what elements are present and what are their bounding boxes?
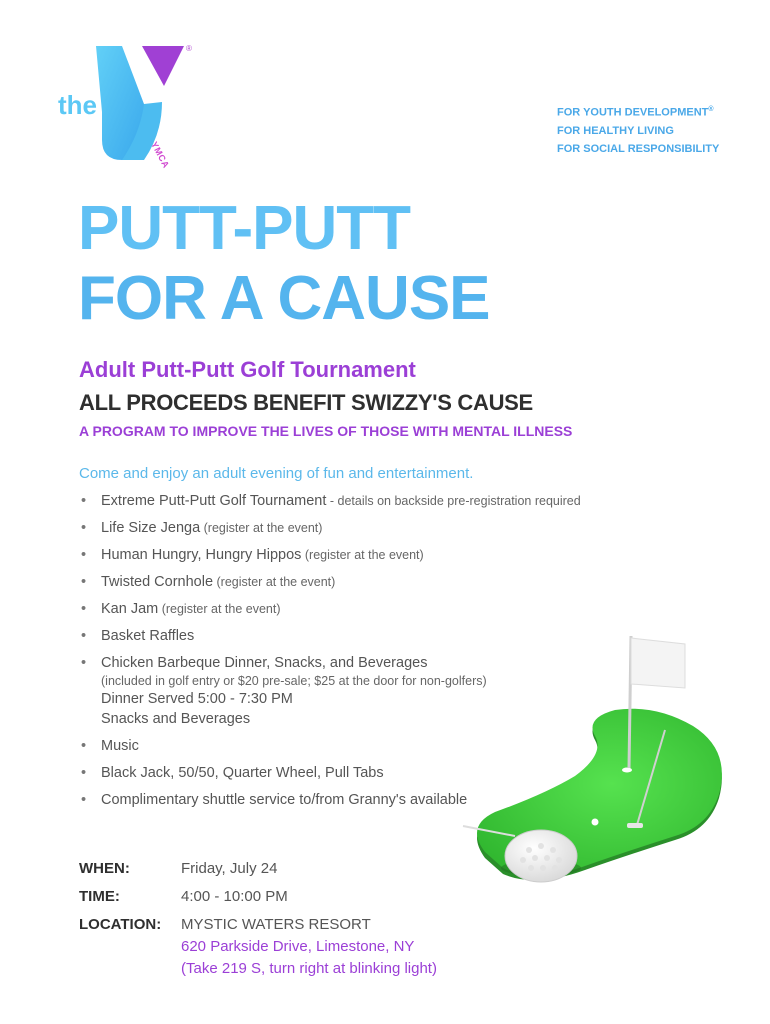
list-item: • Black Jack, 50/50, Quarter Wheel, Pull Tabs	[79, 763, 639, 783]
golf-green-illustration	[455, 630, 755, 910]
list-item: • Human Hungry, Hungry Hippos (register at the event)	[79, 545, 639, 565]
program-heading: A PROGRAM TO IMPROVE THE LIVES OF THOSE WITH MENTAL ILLNESS	[79, 423, 573, 439]
list-item: • Extreme Putt-Putt Golf Tournament - details on backside pre-registration required	[79, 491, 639, 511]
tagline-registered-mark: ®	[708, 106, 714, 113]
intro-text: Come and enjoy an adult evening of fun and entertainment.	[79, 465, 474, 482]
list-item: • Chicken Barbeque Dinner, Snacks, and Beverages (included in golf entry or $20 pre-sale; $25 at the door for non-golfers) Dinner Served 5:00 - 7:30 PM Snacks and Beverages	[79, 653, 639, 729]
golf-green-icon	[455, 630, 755, 910]
tagline-line-2: FOR HEALTHY LIVING	[557, 124, 674, 137]
logo-registered-mark: ®	[186, 44, 192, 53]
page-title	[78, 194, 490, 334]
list-item: • Twisted Cornhole (register at the event)	[79, 572, 639, 592]
list-item: • Kan Jam (register at the event)	[79, 599, 639, 619]
title-line-2: FOR A CAUSE	[78, 264, 490, 333]
location-value: MYSTIC WATERS RESORT	[181, 916, 371, 933]
list-item: • Basket Raffles	[79, 626, 639, 646]
event-subtitle: Adult Putt-Putt Golf Tournament	[79, 357, 416, 382]
location-directions: (Take 219 S, turn right at blinking light)	[181, 960, 437, 977]
tagline	[557, 101, 719, 158]
tagline-line-1: FOR YOUTH DEVELOPMENT	[557, 106, 709, 119]
location-address: 620 Parkside Drive, Limestone, NY	[181, 938, 415, 955]
title-line-1: PUTT-PUTT	[78, 194, 410, 263]
when-label: WHEN:	[79, 860, 130, 877]
logo-the-text: the	[58, 90, 97, 120]
list-item: • Music	[79, 736, 639, 756]
time-value: 4:00 - 10:00 PM	[181, 888, 288, 905]
benefit-heading: ALL PROCEEDS BENEFIT SWIZZY'S CAUSE	[79, 390, 533, 415]
when-value: Friday, July 24	[181, 860, 278, 877]
tagline-line-3: FOR SOCIAL RESPONSIBILITY	[557, 142, 720, 155]
list-item: • Life Size Jenga (register at the event)	[79, 518, 639, 538]
list-item: • Complimentary shuttle service to/from Granny's available	[79, 790, 639, 810]
logo-ymca-text: YMCA	[149, 140, 172, 170]
time-label: TIME:	[79, 888, 120, 905]
ymca-logo	[58, 42, 198, 170]
location-label: LOCATION:	[79, 916, 162, 933]
